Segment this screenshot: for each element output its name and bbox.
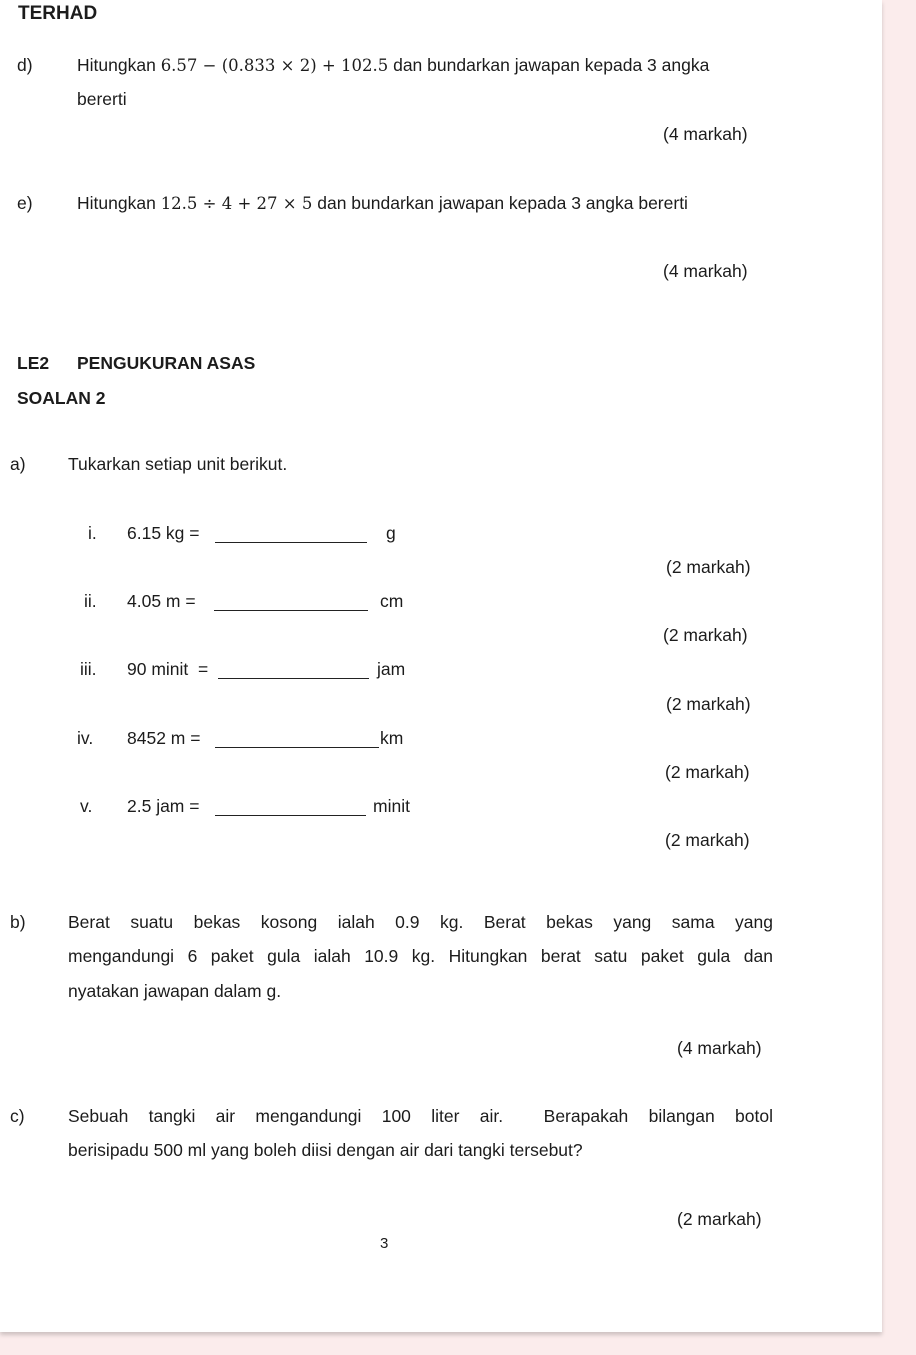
question-e-expression: 12.5 ÷ 4 + 27 × 5 xyxy=(160,194,313,213)
question-2c-label: c) xyxy=(10,1106,25,1126)
question-d-label: d) xyxy=(17,55,33,75)
question-2c-line2: berisipadu 500 ml yang boleh diisi dengan air dari tangki tersebut? xyxy=(68,1140,583,1160)
conversion-item-marks: (2 markah) xyxy=(663,625,748,645)
question-2a-instruction: Tukarkan setiap unit berikut. xyxy=(68,454,288,474)
question-e-suffix: dan bundarkan jawapan kepada 3 angka bererti xyxy=(317,193,688,213)
question-2b-label: b) xyxy=(10,912,26,932)
answer-blank xyxy=(215,731,379,748)
conversion-item-lhs: 4.05 m = xyxy=(127,591,196,611)
answer-blank xyxy=(214,594,368,611)
conversion-item-number: iv. xyxy=(77,728,94,748)
conversion-item-number: v. xyxy=(80,796,93,816)
question-2c-line1: Sebuah tangki air mengandungi 100 liter air. Berapakah bilangan botol xyxy=(68,1106,773,1126)
question-2b-marks: (4 markah) xyxy=(677,1038,762,1058)
conversion-item-lhs: 6.15 kg = xyxy=(127,523,200,543)
conversion-item-number: iii. xyxy=(80,659,97,679)
conversion-item-unit: minit xyxy=(373,796,410,816)
answer-blank xyxy=(215,526,367,543)
conversion-item-marks: (2 markah) xyxy=(665,830,750,850)
conversion-item-unit: g xyxy=(386,523,396,543)
question-e-text xyxy=(77,192,688,215)
question-d-marks: (4 markah) xyxy=(663,124,748,144)
section-title: PENGUKURAN ASAS xyxy=(77,353,256,373)
conversion-item-marks: (2 markah) xyxy=(666,694,751,714)
question-d-expression: 6.57 − (0.833 × 2) + 102.5 xyxy=(160,56,389,75)
conversion-item-lhs: 8452 m = xyxy=(127,728,201,748)
conversion-item-marks: (2 markah) xyxy=(666,557,751,577)
conversion-item-number: i. xyxy=(88,523,97,543)
answer-blank xyxy=(215,799,366,816)
question-heading: SOALAN 2 xyxy=(17,388,106,408)
question-e-label: e) xyxy=(17,193,33,213)
conversion-item-unit: cm xyxy=(380,591,404,611)
question-d-text xyxy=(77,54,709,77)
conversion-item-lhs: 90 minit = xyxy=(127,659,209,679)
conversion-item-number: ii. xyxy=(84,591,97,611)
question-d-text-line2: bererti xyxy=(77,89,127,109)
question-2c-marks: (2 markah) xyxy=(677,1209,762,1229)
question-2b-line2: mengandungi 6 paket gula ialah 10.9 kg. Hitungkan berat satu paket gula dan xyxy=(68,946,773,966)
question-2b-line3: nyatakan jawapan dalam g. xyxy=(68,981,282,1001)
question-2a-label: a) xyxy=(10,454,26,474)
conversion-item-marks: (2 markah) xyxy=(665,762,750,782)
classification-label: TERHAD xyxy=(18,3,98,24)
section-code: LE2 xyxy=(17,353,50,373)
question-d-suffix: dan bundarkan jawapan kepada 3 angka xyxy=(393,55,710,75)
conversion-item-unit: jam xyxy=(377,659,406,679)
answer-blank xyxy=(218,662,369,679)
question-2b-line1: Berat suatu bekas kosong ialah 0.9 kg. Berat bekas yang sama yang xyxy=(68,912,773,932)
conversion-item-unit: km xyxy=(380,728,404,748)
question-e-prefix: Hitungkan xyxy=(77,193,156,213)
question-d-prefix: Hitungkan xyxy=(77,55,156,75)
page-number: 3 xyxy=(380,1235,389,1252)
conversion-item-lhs: 2.5 jam = xyxy=(127,796,200,816)
question-e-marks: (4 markah) xyxy=(663,261,748,281)
